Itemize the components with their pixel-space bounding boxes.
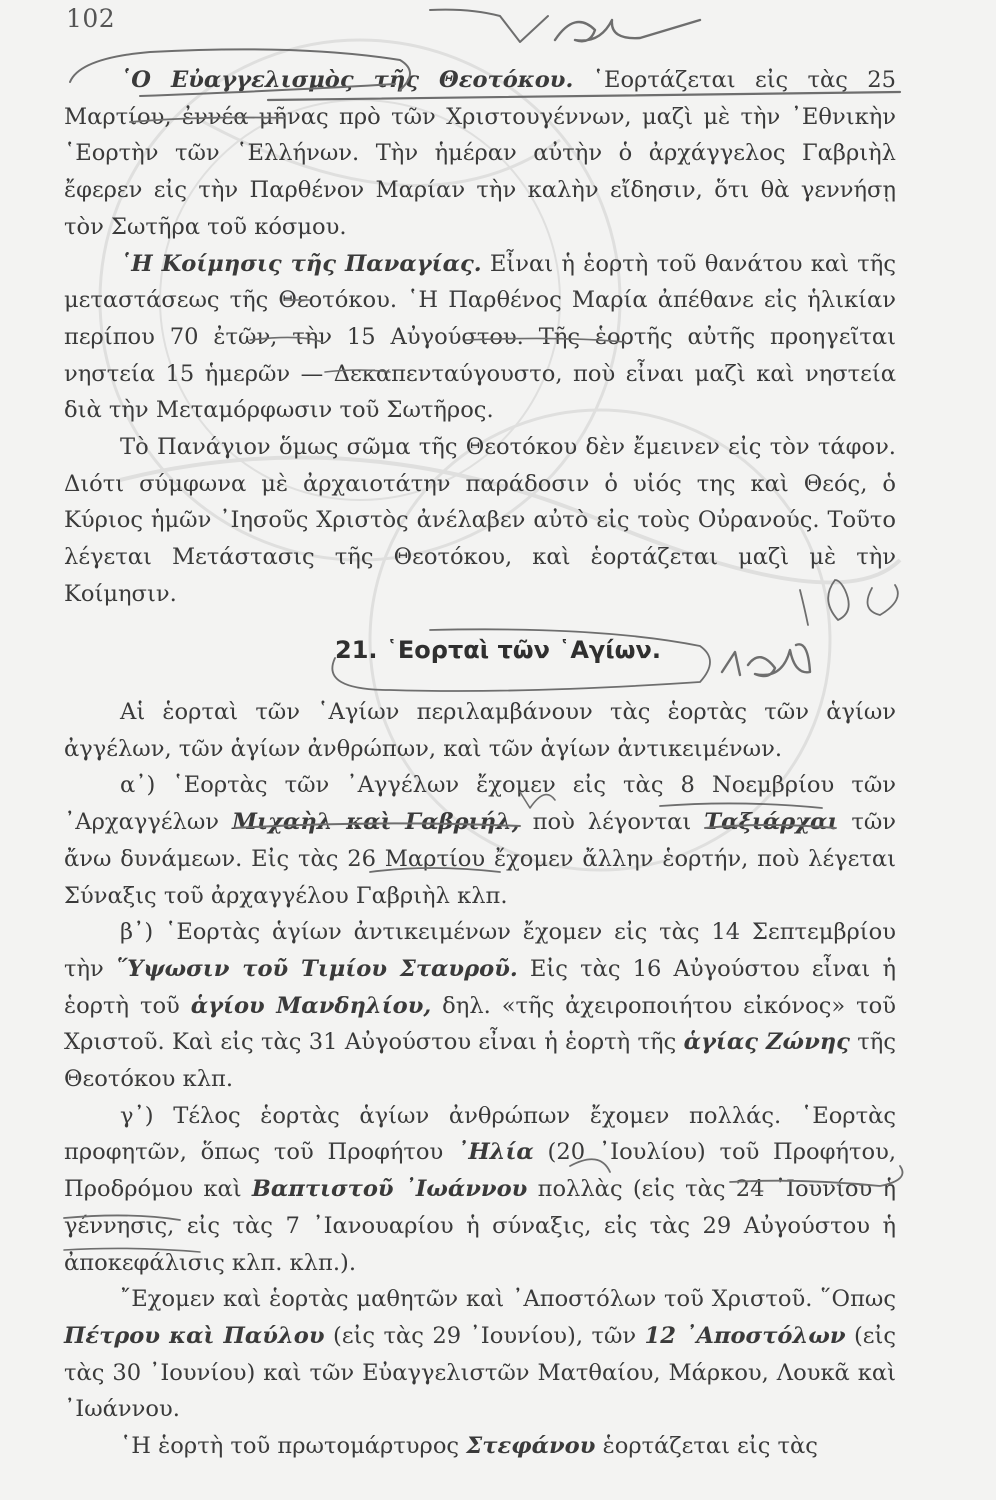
paragraph-objects [64, 914, 896, 1098]
paragraph-people [64, 1098, 896, 1282]
heading-dormition: ῾Η Κοίμησις τῆς Παναγίας. [120, 250, 482, 277]
text-block-lower [64, 694, 896, 1465]
name-taxiarchai: Ταξιάρχαι [704, 809, 839, 836]
text-objects-a: β᾿) ῾Εορτὰς ἁγίων ἀντικειμένων ἔχομεν εἰς τὰς 14 Σεπτεμβρίου τὴν [64, 919, 896, 982]
page-number: 102 [66, 4, 116, 33]
text-angels-e: τῶν ἄνω δυνάμεων. Εἰς τὰς 26 Μαρτίου ἔχομεν ἄλλην ἑορτήν, ποὺ λέγεται Σύναξις τοῦ ἀρχαγγέλου Γαβριὴλ κλπ. [64, 809, 897, 909]
text-stephen-c: ἑορτάζεται εἰς τὰς [595, 1433, 818, 1460]
name-zoni: ἁγίας Ζώνης [683, 1029, 850, 1056]
paragraph-angels [64, 767, 896, 914]
text-people-a: γ᾿) Τέλος ἑορτὰς ἁγίων ἀνθρώπων ἔχομεν πολλάς. ῾Εορτὰς προφητῶν, ὅπως τοῦ Προφήτου [64, 1102, 896, 1166]
name-mandylion: ἁγίου Μανδηλίου, [190, 992, 432, 1019]
heading-annunciation: ῾Ο Εὐαγγελισμὸς τῆς Θεοτόκου. [120, 67, 574, 93]
paragraph-dormition [64, 246, 896, 430]
text-angels-c: ποὺ λέγονται [519, 809, 705, 836]
handwriting-top-mark [430, 10, 548, 42]
text-angels-a: α᾿) ῾Εορτὰς τῶν ᾿Αγγέλων ἔχομεν εἰς τὰς 8 Νοεμβρίου τῶν ᾿Αρχαγγέλων [64, 772, 896, 836]
name-stephen: Στεφάνου [466, 1433, 596, 1460]
text-annunciation: ῾Εορτάζεται εἰς τὰς 25 Μαρτίου, ἐννέα μῆνας πρὸ τῶν Χριστουγέννων, μαζὶ μὲ τὴν ᾿Εθνικὴν ῾Εορτὴν τῶν ῾Ελλήνων. Τὴν ἡμέραν αὐτὴν ὁ ἀρχάγγελος Γαβριὴλ ἔφερεν εἰς τὴν Παρθένον Μαρίαν τὴν καλὴν εἴδησιν, ὅτι θὰ γεννήσῃ τὸν Σωτῆρα τοῦ κόσμου. [64, 67, 897, 240]
text-dormition: Εἶναι ἡ ἑορτὴ τοῦ θανάτου καὶ τῆς μεταστάσεως τῆς Θεοτόκου. ῾Η Παρθένος Μαρία ἀπέθανε εἰς ἡλικίαν περίπου 70 ἐτῶν, τὴν 15 Αὐγούστου. Τῆς ἑορτῆς αὐτῆς προηγεῖται νηστεία 15 ἡμερῶν — Δεκαπενταύγουστο, ποὺ εἶναι μαζὶ καὶ νηστεία διὰ τὴν Μεταμόρφωσιν τοῦ Σωτῆρος. [64, 250, 896, 424]
paragraph-apostles [64, 1281, 896, 1428]
text-objects-e: δηλ. «τῆς ἀχειροποιήτου εἰκόνος» τοῦ Χριστοῦ. Καὶ εἰς τὰς 31 Αὐγούστου εἶναι ἡ ἑορτὴ τῆς [64, 992, 897, 1056]
text-objects-c: Εἰς τὰς 16 Αὐγούστου εἶναι ἡ ἑορτὴ τοῦ [64, 955, 896, 1019]
text-objects-g: τῆς Θεοτόκου κλπ. [64, 1029, 897, 1093]
text-apostles-a: ῎Εχομεν καὶ ἑορτὰς μαθητῶν καὶ ᾿Αποστόλων τοῦ Χριστοῦ. ῞Οπως [120, 1286, 896, 1313]
name-peter-paul: Πέτρου καὶ Παύλου [64, 1322, 325, 1349]
paragraph-stephen [64, 1428, 896, 1465]
text-people-e: πολλὰς (εἰς τὰς 24 ᾿Ιουνίου ἡ γέννησις, εἰς τὰς 7 ᾿Ιανουαρίου ἡ σύναξις, εἰς τὰς 29 Αὐγούστου ἡ ἀποκεφάλισις κλπ. κλπ.). [64, 1176, 896, 1276]
text-stephen-a: ῾Η ἑορτὴ τοῦ πρωτομάρτυρος [120, 1433, 467, 1460]
paragraph-assumption: Τὸ Πανάγιον ὅμως σῶμα τῆς Θεοτόκου δὲν ἔμεινεν εἰς τὸν τάφον. Διότι σύμφωνα μὲ ἀρχαιοτάτην παράδοσιν ὁ υἱός της καὶ Θεός, ὁ Κύριος ἡμῶν ᾿Ιησοῦς Χριστὸς ἀνέλαβεν αὐτὸ εἰς τοὺς Οὐρανούς. Τοῦτο λέγεται Μετάστασις τῆς Θεοτόκου, καὶ ἑορτάζεται μαζὶ μὲ τὴν Κοίμησιν. [64, 434, 896, 607]
text-apostles-c: (εἰς τὰς 29 ᾿Ιουνίου), τῶν [324, 1322, 645, 1349]
name-john-baptist: Βαπτιστοῦ ᾿Ιωάννου [251, 1176, 528, 1203]
paragraph-saints-intro: Αἱ ἑορταὶ τῶν ῾Αγίων περιλαμβάνουν τὰς ἑορτὰς τῶν ἁγίων ἀγγέλων, τῶν ἁγίων ἀνθρώπων, καὶ τῶν ἁγίων ἀντικειμένων. [64, 699, 896, 762]
paragraph-annunciation [64, 62, 896, 246]
text-people-c: (20 ᾿Ιουλίου) τοῦ Προφήτου, Προδρόμου καὶ [64, 1139, 897, 1203]
text-apostles-e: (εἰς τὰς 30 ᾿Ιουνίου) καὶ τῶν Εὐαγγελιστῶν Ματθαίου, Μάρκου, Λουκᾶ καὶ ᾿Ιωάννου. [64, 1322, 896, 1423]
name-twelve-apostles: 12 ᾿Αποστόλων [644, 1322, 846, 1349]
name-cross: ῞Υψωσιν τοῦ Τιμίου Σταυροῦ. [115, 955, 518, 982]
name-elias: ᾿Ηλία [457, 1139, 534, 1166]
text-block-upper [64, 62, 896, 613]
name-michael-gabriel: Μιχαὴλ καὶ Γαβριήλ, [232, 809, 520, 836]
section-heading: 21. ῾Εορταὶ τῶν ῾Αγίων. [335, 636, 661, 664]
